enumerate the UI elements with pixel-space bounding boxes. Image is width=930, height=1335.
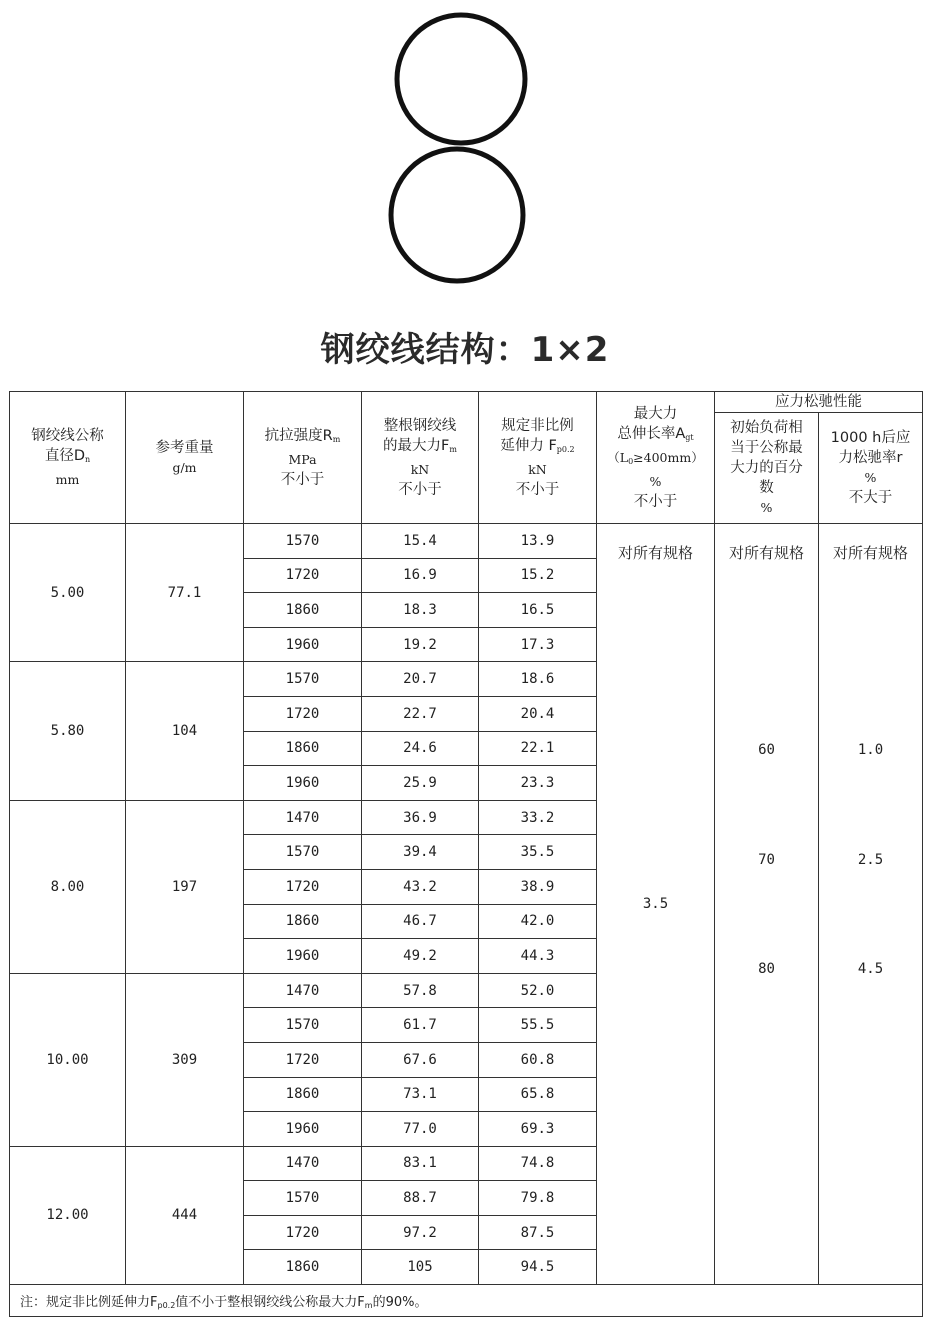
cell-max-force: 67.6 — [362, 1042, 479, 1077]
header-weight: 参考重量 g/m — [126, 392, 244, 524]
wire-circle-top — [397, 15, 525, 143]
cell-weight: 444 — [126, 1146, 244, 1284]
cell-max-force: 20.7 — [362, 662, 479, 697]
header-relaxation-group: 应力松驰性能 — [715, 392, 923, 413]
structure-title: 钢绞线结构：1×2 — [320, 330, 610, 370]
cell-max-force: 39.4 — [362, 835, 479, 870]
cell-max-force: 15.4 — [362, 524, 479, 559]
cell-strength: 1860 — [244, 904, 362, 939]
cell-proof-force: 22.1 — [479, 731, 597, 766]
elongation-value: 3.5 — [642, 896, 669, 913]
initial-load-value: 80 — [758, 961, 775, 977]
cell-max-force: 46.7 — [362, 904, 479, 939]
initial-load-value: 60 — [758, 742, 775, 758]
cell-elongation — [597, 524, 715, 1285]
cell-max-force: 49.2 — [362, 939, 479, 974]
cell-strength: 1470 — [244, 973, 362, 1008]
cell-proof-force: 65.8 — [479, 1077, 597, 1112]
cell-proof-force: 74.8 — [479, 1146, 597, 1181]
cell-max-force: 61.7 — [362, 1008, 479, 1043]
cell-proof-force: 15.2 — [479, 558, 597, 593]
cell-max-force: 105 — [362, 1250, 479, 1285]
cell-max-force: 16.9 — [362, 558, 479, 593]
cell-max-force: 24.6 — [362, 731, 479, 766]
table-row — [10, 524, 923, 559]
cell-proof-force: 55.5 — [479, 1008, 597, 1043]
cell-max-force: 25.9 — [362, 766, 479, 801]
cell-max-force: 77.0 — [362, 1112, 479, 1147]
cell-strength: 1470 — [244, 800, 362, 835]
cell-diameter: 5.00 — [10, 524, 126, 662]
cell-proof-force: 42.0 — [479, 904, 597, 939]
cell-strength: 1860 — [244, 593, 362, 628]
cell-diameter: 12.00 — [10, 1146, 126, 1284]
cell-proof-force: 87.5 — [479, 1215, 597, 1250]
cell-proof-force: 23.3 — [479, 766, 597, 801]
cell-proof-force: 16.5 — [479, 593, 597, 628]
cell-max-force: 18.3 — [362, 593, 479, 628]
cell-strength: 1860 — [244, 1077, 362, 1112]
cell-proof-force: 20.4 — [479, 696, 597, 731]
cell-strength: 1960 — [244, 766, 362, 801]
cell-proof-force: 17.3 — [479, 627, 597, 662]
table-note: 注：规定非比例延伸力$F_{p0.2}$值不小于整根钢绞线公称最大力$F_m$的90%。 — [10, 1285, 923, 1317]
cell-strength: 1720 — [244, 696, 362, 731]
all-specs-elongation: 对所有规格 — [617, 544, 693, 562]
header-max-force: 整根钢绞线 的最大力$F_m$ kN 不小于 — [362, 392, 479, 524]
header-initial-load: 初始负荷相 当于公称最 大力的百分 数 % — [715, 413, 819, 524]
cell-max-force: 83.1 — [362, 1146, 479, 1181]
cell-strength: 1860 — [244, 731, 362, 766]
spec-table — [9, 391, 923, 1317]
cell-proof-force: 44.3 — [479, 939, 597, 974]
cell-proof-force: 33.2 — [479, 800, 597, 835]
cell-proof-force: 69.3 — [479, 1112, 597, 1147]
cell-proof-force: 52.0 — [479, 973, 597, 1008]
initial-load-value: 70 — [758, 852, 775, 868]
cell-max-force: 19.2 — [362, 627, 479, 662]
header-elongation: 最大力 总伸长率$A_{gt}$ $(L_0\ge 400mm)$ % 不小于 — [597, 392, 715, 524]
cell-strength: 1470 — [244, 1146, 362, 1181]
relaxation-value: 4.5 — [857, 961, 884, 977]
cell-proof-force: 79.8 — [479, 1181, 597, 1216]
cell-strength: 1860 — [244, 1250, 362, 1285]
header-strength: 抗拉强度$R_m$ MPa 不小于 — [244, 392, 362, 524]
strand-cross-section-diagram — [0, 0, 930, 320]
cell-strength: 1720 — [244, 1042, 362, 1077]
cell-strength: 1960 — [244, 939, 362, 974]
cell-strength: 1570 — [244, 835, 362, 870]
wire-circle-bottom — [391, 149, 523, 281]
cell-diameter: 10.00 — [10, 973, 126, 1146]
table-body — [10, 524, 923, 1285]
cell-strength: 1960 — [244, 1112, 362, 1147]
cell-strength: 1720 — [244, 558, 362, 593]
cell-strength: 1720 — [244, 869, 362, 904]
cell-strength: 1570 — [244, 524, 362, 559]
cell-weight: 77.1 — [126, 524, 244, 662]
cell-max-force: 57.8 — [362, 973, 479, 1008]
cell-weight: 197 — [126, 800, 244, 973]
cell-strength: 1570 — [244, 1008, 362, 1043]
relaxation-value: 2.5 — [857, 852, 884, 868]
cell-proof-force: 60.8 — [479, 1042, 597, 1077]
cell-proof-force: 18.6 — [479, 662, 597, 697]
header-relaxation-rate: 1000 h后应 力松驰率r % 不大于 — [819, 413, 923, 524]
cell-strength: 1960 — [244, 627, 362, 662]
cell-strength: 1570 — [244, 662, 362, 697]
cell-initial-load — [715, 524, 819, 1285]
cell-diameter: 8.00 — [10, 800, 126, 973]
cell-max-force: 88.7 — [362, 1181, 479, 1216]
cell-proof-force: 38.9 — [479, 869, 597, 904]
cell-max-force: 43.2 — [362, 869, 479, 904]
header-proof-force: 规定非比例 延伸力 $F_{p0.2}$ kN 不小于 — [479, 392, 597, 524]
cell-relaxation-rate — [819, 524, 923, 1285]
all-specs-relaxation: 对所有规格 — [832, 544, 908, 562]
cell-strength: 1720 — [244, 1215, 362, 1250]
cell-strength: 1570 — [244, 1181, 362, 1216]
cell-proof-force: 35.5 — [479, 835, 597, 870]
cell-diameter: 5.80 — [10, 662, 126, 800]
relaxation-value: 1.0 — [857, 742, 884, 758]
cell-proof-force: 13.9 — [479, 524, 597, 559]
cell-max-force: 73.1 — [362, 1077, 479, 1112]
cell-weight: 309 — [126, 973, 244, 1146]
all-specs-initial-load: 对所有规格 — [728, 544, 804, 562]
cell-proof-force: 94.5 — [479, 1250, 597, 1285]
header-diameter: 钢绞线公称 直径$D_n$ mm — [10, 392, 126, 524]
cell-max-force: 36.9 — [362, 800, 479, 835]
cell-max-force: 22.7 — [362, 696, 479, 731]
cell-max-force: 97.2 — [362, 1215, 479, 1250]
cell-weight: 104 — [126, 662, 244, 800]
